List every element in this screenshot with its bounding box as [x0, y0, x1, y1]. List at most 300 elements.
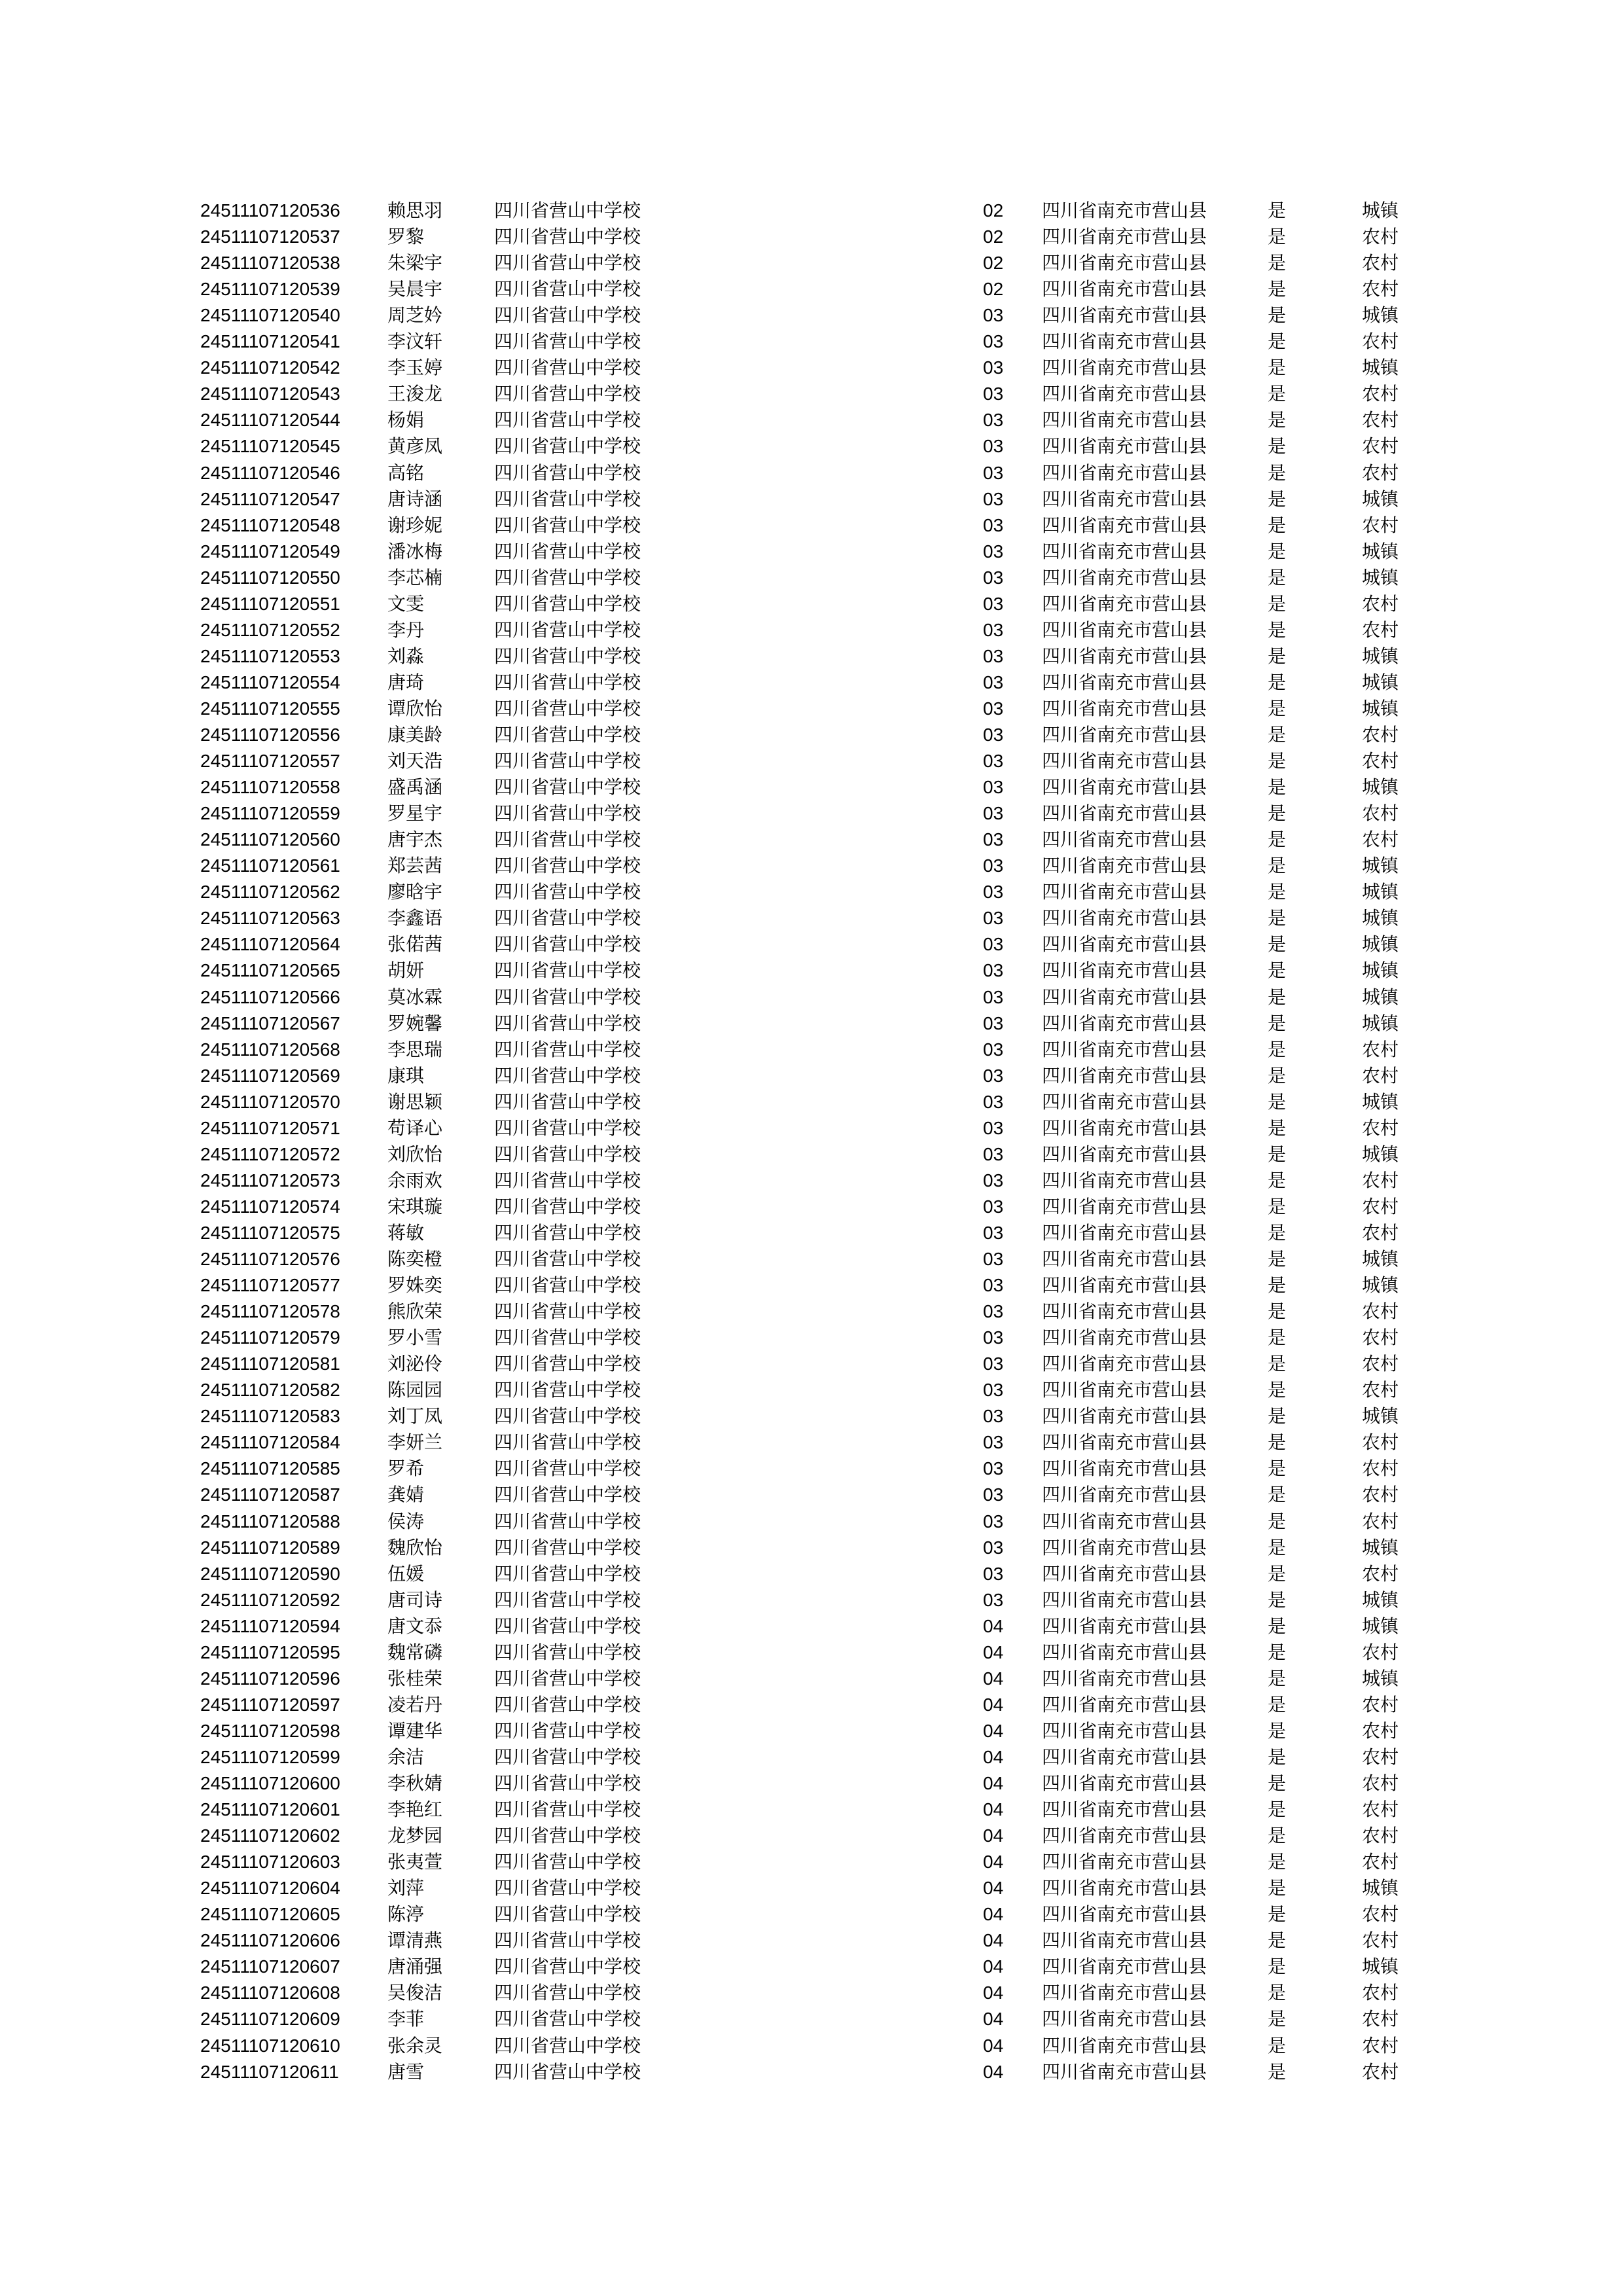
student-id: 24511107120584: [200, 1432, 340, 1452]
table-row: [0, 1587, 1623, 1613]
student-name: 李玉婷: [387, 357, 443, 378]
table-row: [0, 1797, 1623, 1823]
table-row: [0, 1744, 1623, 1770]
flag-yes: 是: [1268, 1013, 1287, 1034]
student-name: 余雨欢: [387, 1170, 443, 1191]
flag-yes: 是: [1268, 698, 1287, 719]
student-id: 24511107120594: [200, 1616, 340, 1636]
address: 四川省南充市营山县: [1042, 1274, 1207, 1296]
student-id: 24511107120564: [200, 934, 340, 954]
class-code: 03: [983, 725, 1004, 745]
student-name: 张余灵: [387, 2035, 443, 2056]
urban-rural: 农村: [1362, 1746, 1399, 1768]
flag-yes: 是: [1268, 1300, 1287, 1322]
student-name: 唐宇杰: [387, 829, 443, 850]
urban-rural: 农村: [1362, 1300, 1399, 1322]
urban-rural: 农村: [1362, 2061, 1399, 2083]
urban-rural: 农村: [1362, 1458, 1399, 1479]
class-code: 04: [983, 1642, 1004, 1662]
table-row: [0, 381, 1623, 407]
address: 四川省南充市营山县: [1042, 1851, 1207, 1873]
table-row: [0, 853, 1623, 879]
class-code: 03: [983, 436, 1004, 456]
table-row: [0, 1246, 1623, 1272]
flag-yes: 是: [1268, 357, 1287, 378]
urban-rural: 农村: [1362, 1327, 1399, 1348]
flag-yes: 是: [1268, 1248, 1287, 1270]
school-name: 四川省营山中学校: [494, 1903, 641, 1925]
student-id: 24511107120546: [200, 463, 340, 483]
student-name: 罗姝奕: [387, 1274, 443, 1296]
student-name: 李艳红: [387, 1799, 443, 1820]
flag-yes: 是: [1268, 2008, 1287, 2030]
student-id: 24511107120578: [200, 1301, 340, 1321]
school-name: 四川省营山中学校: [494, 1772, 641, 1794]
flag-yes: 是: [1268, 1170, 1287, 1191]
urban-rural: 农村: [1362, 1694, 1399, 1715]
school-name: 四川省营山中学校: [494, 1065, 641, 1086]
school-name: 四川省营山中学校: [494, 1143, 641, 1165]
student-name: 伍媛: [387, 1563, 425, 1585]
class-code: 03: [983, 1249, 1004, 1269]
flag-yes: 是: [1268, 986, 1287, 1008]
table-row: [0, 1194, 1623, 1220]
school-name: 四川省营山中学校: [494, 541, 641, 562]
flag-yes: 是: [1268, 1405, 1287, 1427]
flag-yes: 是: [1268, 435, 1287, 457]
school-name: 四川省营山中学校: [494, 1615, 641, 1637]
flag-yes: 是: [1268, 1511, 1287, 1532]
urban-rural: 农村: [1362, 1484, 1399, 1505]
address: 四川省南充市营山县: [1042, 304, 1207, 326]
urban-rural: 城镇: [1362, 488, 1399, 510]
flag-yes: 是: [1268, 541, 1287, 562]
table-row: [0, 198, 1623, 224]
flag-yes: 是: [1268, 645, 1287, 667]
flag-yes: 是: [1268, 226, 1287, 247]
school-name: 四川省营山中学校: [494, 960, 641, 981]
table-row: [0, 1168, 1623, 1194]
student-name: 李秋婧: [387, 1772, 443, 1794]
urban-rural: 城镇: [1362, 1589, 1399, 1611]
table-row: [0, 1823, 1623, 1849]
student-id: 24511107120572: [200, 1144, 340, 1164]
student-name: 李汶轩: [387, 331, 443, 352]
table-row: [0, 1429, 1623, 1456]
urban-rural: 农村: [1362, 1851, 1399, 1873]
class-code: 03: [983, 1406, 1004, 1426]
flag-yes: 是: [1268, 1537, 1287, 1558]
table-row: [0, 984, 1623, 1011]
school-name: 四川省营山中学校: [494, 409, 641, 431]
school-name: 四川省营山中学校: [494, 1746, 641, 1768]
table-row: [0, 2006, 1623, 2032]
flag-yes: 是: [1268, 200, 1287, 221]
school-name: 四川省营山中学校: [494, 278, 641, 300]
student-name: 罗希: [387, 1458, 425, 1479]
student-id: 24511107120589: [200, 1537, 340, 1558]
class-code: 03: [983, 1196, 1004, 1217]
class-code: 03: [983, 1170, 1004, 1191]
student-id: 24511107120575: [200, 1223, 340, 1243]
student-name: 魏欣怡: [387, 1537, 443, 1558]
flag-yes: 是: [1268, 1484, 1287, 1505]
address: 四川省南充市营山县: [1042, 226, 1207, 247]
flag-yes: 是: [1268, 933, 1287, 955]
class-code: 03: [983, 1066, 1004, 1086]
urban-rural: 城镇: [1362, 881, 1399, 903]
urban-rural: 农村: [1362, 1929, 1399, 1951]
school-name: 四川省营山中学校: [494, 2061, 641, 2083]
student-name: 龙梦园: [387, 1825, 443, 1846]
table-row: [0, 565, 1623, 591]
address: 四川省南充市营山县: [1042, 1720, 1207, 1742]
class-code: 04: [983, 1695, 1004, 1715]
class-code: 03: [983, 1092, 1004, 1112]
urban-rural: 城镇: [1362, 1537, 1399, 1558]
table-row: [0, 1954, 1623, 1980]
student-id: 24511107120601: [200, 1799, 340, 1820]
urban-rural: 城镇: [1362, 672, 1399, 693]
school-name: 四川省营山中学校: [494, 357, 641, 378]
urban-rural: 城镇: [1362, 933, 1399, 955]
table-row: [0, 1115, 1623, 1141]
urban-rural: 农村: [1362, 1982, 1399, 2003]
address: 四川省南充市营山县: [1042, 1117, 1207, 1139]
urban-rural: 城镇: [1362, 855, 1399, 876]
address: 四川省南充市营山县: [1042, 1903, 1207, 1925]
address: 四川省南充市营山县: [1042, 435, 1207, 457]
student-id: 24511107120540: [200, 305, 340, 325]
school-name: 四川省营山中学校: [494, 1222, 641, 1244]
address: 四川省南充市营山县: [1042, 1982, 1207, 2003]
school-name: 四川省营山中学校: [494, 1274, 641, 1296]
flag-yes: 是: [1268, 1668, 1287, 1689]
address: 四川省南充市营山县: [1042, 645, 1207, 667]
class-code: 03: [983, 1223, 1004, 1243]
flag-yes: 是: [1268, 1746, 1287, 1768]
flag-yes: 是: [1268, 1458, 1287, 1479]
urban-rural: 城镇: [1362, 357, 1399, 378]
urban-rural: 农村: [1362, 462, 1399, 484]
urban-rural: 城镇: [1362, 567, 1399, 588]
student-name: 唐诗涵: [387, 488, 443, 510]
student-name: 刘欣怡: [387, 1143, 443, 1165]
student-name: 宋琪璇: [387, 1196, 443, 1217]
urban-rural: 城镇: [1362, 1615, 1399, 1637]
urban-rural: 农村: [1362, 1353, 1399, 1374]
class-code: 02: [983, 253, 1004, 273]
student-id: 24511107120552: [200, 620, 340, 640]
student-name: 苟译心: [387, 1117, 443, 1139]
school-name: 四川省营山中学校: [494, 1929, 641, 1951]
table-row: [0, 2033, 1623, 2059]
student-id: 24511107120548: [200, 515, 340, 535]
school-name: 四川省营山中学校: [494, 304, 641, 326]
student-id: 24511107120597: [200, 1695, 340, 1715]
address: 四川省南充市营山县: [1042, 409, 1207, 431]
school-name: 四川省营山中学校: [494, 986, 641, 1008]
student-id: 24511107120560: [200, 829, 340, 850]
student-name: 余洁: [387, 1746, 425, 1768]
student-id: 24511107120599: [200, 1747, 340, 1767]
class-code: 03: [983, 1144, 1004, 1164]
student-id: 24511107120581: [200, 1354, 340, 1374]
address: 四川省南充市营山县: [1042, 2035, 1207, 2056]
address: 四川省南充市营山县: [1042, 1248, 1207, 1270]
table-row: [0, 433, 1623, 459]
class-code: 03: [983, 855, 1004, 876]
flag-yes: 是: [1268, 1825, 1287, 1846]
flag-yes: 是: [1268, 252, 1287, 274]
flag-yes: 是: [1268, 881, 1287, 903]
student-name: 罗星宇: [387, 802, 443, 824]
urban-rural: 农村: [1362, 1039, 1399, 1060]
address: 四川省南充市营山县: [1042, 1013, 1207, 1034]
table-row: [0, 302, 1623, 329]
student-id: 24511107120587: [200, 1484, 340, 1505]
student-id: 24511107120566: [200, 987, 340, 1007]
student-name: 莫冰霖: [387, 986, 443, 1008]
address: 四川省南充市营山县: [1042, 2061, 1207, 2083]
school-name: 四川省营山中学校: [494, 1300, 641, 1322]
student-name: 陈渟: [387, 1903, 425, 1925]
flag-yes: 是: [1268, 1327, 1287, 1348]
class-code: 03: [983, 489, 1004, 509]
table-row: [0, 748, 1623, 774]
table-row: [0, 1456, 1623, 1482]
student-id: 24511107120561: [200, 855, 340, 876]
address: 四川省南充市营山县: [1042, 750, 1207, 772]
address: 四川省南充市营山县: [1042, 724, 1207, 745]
student-id: 24511107120611: [200, 2062, 339, 2082]
class-code: 02: [983, 279, 1004, 299]
student-name: 胡妍: [387, 960, 425, 981]
address: 四川省南充市营山县: [1042, 829, 1207, 850]
flag-yes: 是: [1268, 802, 1287, 824]
address: 四川省南充市营山县: [1042, 1877, 1207, 1899]
table-row: [0, 958, 1623, 984]
student-name: 廖晗宇: [387, 881, 443, 903]
address: 四川省南充市营山县: [1042, 593, 1207, 615]
class-code: 04: [983, 1616, 1004, 1636]
flag-yes: 是: [1268, 1694, 1287, 1715]
urban-rural: 农村: [1362, 750, 1399, 772]
class-code: 03: [983, 515, 1004, 535]
class-code: 03: [983, 1301, 1004, 1321]
school-name: 四川省营山中学校: [494, 698, 641, 719]
school-name: 四川省营山中学校: [494, 1458, 641, 1479]
flag-yes: 是: [1268, 960, 1287, 981]
flag-yes: 是: [1268, 1222, 1287, 1244]
class-code: 04: [983, 1773, 1004, 1793]
class-code: 02: [983, 200, 1004, 221]
flag-yes: 是: [1268, 724, 1287, 745]
student-name: 王浚龙: [387, 383, 443, 404]
address: 四川省南充市营山县: [1042, 514, 1207, 536]
student-name: 赖思羽: [387, 200, 443, 221]
student-name: 刘萍: [387, 1877, 425, 1899]
class-code: 03: [983, 882, 1004, 902]
student-id: 24511107120606: [200, 1930, 340, 1950]
student-id: 24511107120603: [200, 1852, 340, 1872]
student-id: 24511107120545: [200, 436, 340, 456]
student-id: 24511107120604: [200, 1878, 340, 1898]
school-name: 四川省营山中学校: [494, 881, 641, 903]
address: 四川省南充市营山县: [1042, 1641, 1207, 1663]
address: 四川省南充市营山县: [1042, 619, 1207, 641]
class-code: 03: [983, 1458, 1004, 1479]
flag-yes: 是: [1268, 409, 1287, 431]
student-name: 侯涛: [387, 1511, 425, 1532]
flag-yes: 是: [1268, 1065, 1287, 1086]
address: 四川省南充市营山县: [1042, 1222, 1207, 1244]
flag-yes: 是: [1268, 619, 1287, 641]
school-name: 四川省营山中学校: [494, 593, 641, 615]
school-name: 四川省营山中学校: [494, 907, 641, 929]
address: 四川省南充市营山县: [1042, 1431, 1207, 1453]
urban-rural: 城镇: [1362, 776, 1399, 798]
table-row: [0, 879, 1623, 905]
school-name: 四川省营山中学校: [494, 1431, 641, 1453]
flag-yes: 是: [1268, 1563, 1287, 1585]
school-name: 四川省营山中学校: [494, 1091, 641, 1113]
class-code: 03: [983, 1511, 1004, 1532]
flag-yes: 是: [1268, 462, 1287, 484]
class-code: 03: [983, 463, 1004, 483]
student-id: 24511107120609: [200, 2009, 340, 2029]
flag-yes: 是: [1268, 855, 1287, 876]
address: 四川省南充市营山县: [1042, 1694, 1207, 1715]
table-row: [0, 1535, 1623, 1561]
student-name: 谭欣怡: [387, 698, 443, 719]
school-name: 四川省营山中学校: [494, 1196, 641, 1217]
address: 四川省南充市营山县: [1042, 1379, 1207, 1401]
flag-yes: 是: [1268, 1903, 1287, 1925]
address: 四川省南充市营山县: [1042, 881, 1207, 903]
address: 四川省南充市营山县: [1042, 960, 1207, 981]
student-id: 24511107120554: [200, 672, 340, 692]
school-name: 四川省营山中学校: [494, 1589, 641, 1611]
urban-rural: 农村: [1362, 1772, 1399, 1794]
address: 四川省南充市营山县: [1042, 252, 1207, 274]
student-id: 24511107120542: [200, 357, 340, 378]
class-code: 03: [983, 1013, 1004, 1033]
student-name: 唐司诗: [387, 1589, 443, 1611]
student-id: 24511107120608: [200, 1982, 340, 2003]
student-name: 朱梁宇: [387, 252, 443, 274]
flag-yes: 是: [1268, 2035, 1287, 2056]
table-row: [0, 1351, 1623, 1377]
table-row: [0, 1403, 1623, 1429]
flag-yes: 是: [1268, 1615, 1287, 1637]
student-name: 李菲: [387, 2008, 425, 2030]
school-name: 四川省营山中学校: [494, 331, 641, 352]
student-name: 文雯: [387, 593, 425, 615]
student-name: 罗婉馨: [387, 1013, 443, 1034]
table-row: [0, 591, 1623, 617]
student-id: 24511107120588: [200, 1511, 340, 1532]
school-name: 四川省营山中学校: [494, 1877, 641, 1899]
school-name: 四川省营山中学校: [494, 1248, 641, 1270]
class-code: 03: [983, 908, 1004, 928]
school-name: 四川省营山中学校: [494, 672, 641, 693]
school-name: 四川省营山中学校: [494, 2035, 641, 2056]
student-id: 24511107120536: [200, 200, 340, 221]
school-name: 四川省营山中学校: [494, 1956, 641, 1977]
urban-rural: 城镇: [1362, 1143, 1399, 1165]
urban-rural: 农村: [1362, 409, 1399, 431]
class-code: 03: [983, 698, 1004, 719]
class-code: 04: [983, 1721, 1004, 1741]
student-id: 24511107120576: [200, 1249, 340, 1269]
student-id: 24511107120573: [200, 1170, 340, 1191]
student-id: 24511107120569: [200, 1066, 340, 1086]
flag-yes: 是: [1268, 1143, 1287, 1165]
address: 四川省南充市营山县: [1042, 1039, 1207, 1060]
address: 四川省南充市营山县: [1042, 1956, 1207, 1977]
address: 四川省南充市营山县: [1042, 1300, 1207, 1322]
urban-rural: 农村: [1362, 1903, 1399, 1925]
school-name: 四川省营山中学校: [494, 488, 641, 510]
table-row: [0, 722, 1623, 748]
student-name: 熊欣荣: [387, 1300, 443, 1322]
student-name: 潘冰梅: [387, 541, 443, 562]
student-id: 24511107120595: [200, 1642, 340, 1662]
table-row: [0, 276, 1623, 302]
school-name: 四川省营山中学校: [494, 1511, 641, 1532]
urban-rural: 城镇: [1362, 1013, 1399, 1034]
student-id: 24511107120570: [200, 1092, 340, 1112]
student-name: 康琪: [387, 1065, 425, 1086]
table-row: [0, 1561, 1623, 1587]
table-row: [0, 643, 1623, 670]
urban-rural: 农村: [1362, 1641, 1399, 1663]
student-id: 24511107120582: [200, 1380, 340, 1400]
school-name: 四川省营山中学校: [494, 1379, 641, 1401]
urban-rural: 城镇: [1362, 1091, 1399, 1113]
school-name: 四川省营山中学校: [494, 1851, 641, 1873]
table-row: [0, 250, 1623, 276]
student-name: 魏常磷: [387, 1641, 443, 1663]
student-id: 24511107120558: [200, 777, 340, 797]
address: 四川省南充市营山县: [1042, 488, 1207, 510]
table-row: [0, 1063, 1623, 1089]
school-name: 四川省营山中学校: [494, 645, 641, 667]
school-name: 四川省营山中学校: [494, 567, 641, 588]
address: 四川省南充市营山县: [1042, 541, 1207, 562]
address: 四川省南充市营山县: [1042, 1589, 1207, 1611]
urban-rural: 农村: [1362, 2035, 1399, 2056]
class-code: 03: [983, 829, 1004, 850]
address: 四川省南充市营山县: [1042, 802, 1207, 824]
class-code: 03: [983, 1039, 1004, 1060]
class-code: 03: [983, 620, 1004, 640]
student-id: 24511107120602: [200, 1825, 340, 1846]
flag-yes: 是: [1268, 488, 1287, 510]
urban-rural: 农村: [1362, 1511, 1399, 1532]
student-name: 蒋敏: [387, 1222, 425, 1244]
student-name: 李思瑞: [387, 1039, 443, 1060]
urban-rural: 农村: [1362, 1379, 1399, 1401]
class-code: 02: [983, 226, 1004, 247]
student-id: 24511107120579: [200, 1327, 340, 1348]
urban-rural: 城镇: [1362, 541, 1399, 562]
flag-yes: 是: [1268, 1196, 1287, 1217]
flag-yes: 是: [1268, 331, 1287, 352]
address: 四川省南充市营山县: [1042, 1511, 1207, 1532]
class-code: 03: [983, 1354, 1004, 1374]
